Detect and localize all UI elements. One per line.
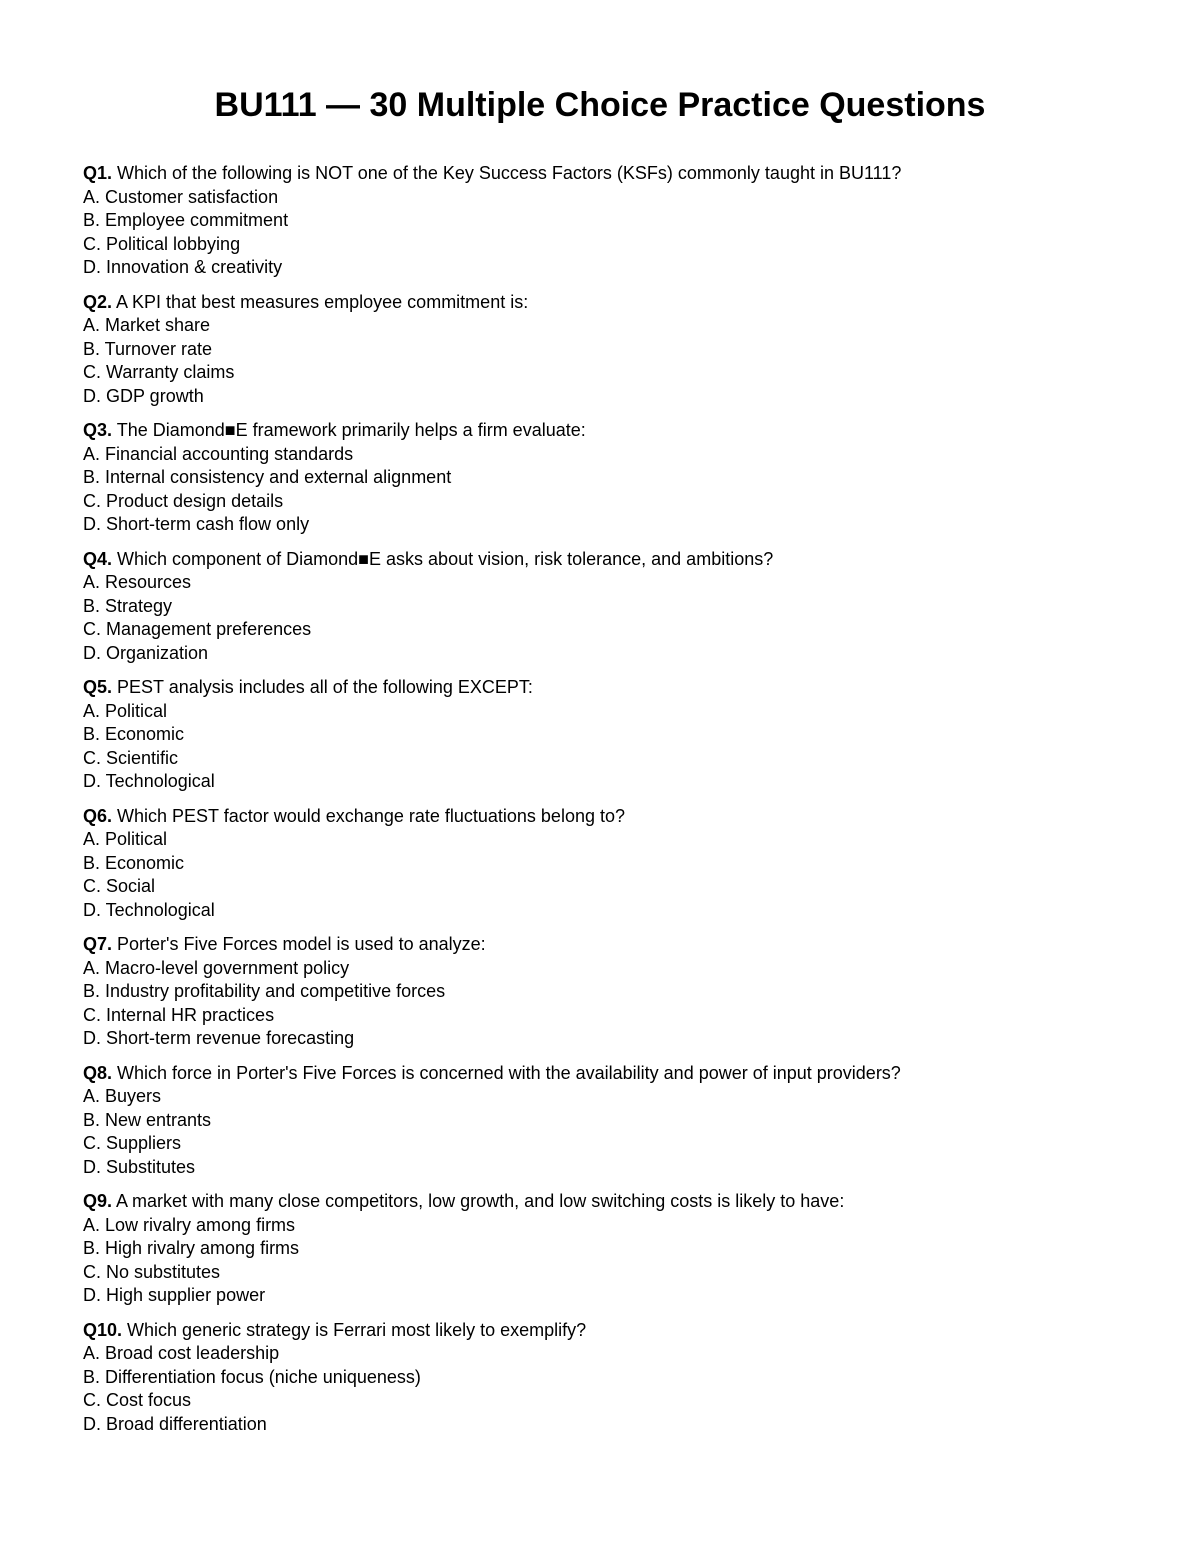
answer-option: D. GDP growth xyxy=(83,385,204,406)
answer-option: D. Technological xyxy=(83,771,215,791)
answer-option: A. Macro-level government policy xyxy=(83,957,350,978)
question-number: Q2. xyxy=(83,291,113,312)
question-number: Q10. xyxy=(83,1319,123,1340)
answer-option: C. Suppliers xyxy=(83,1133,182,1153)
question-stem xyxy=(83,1062,1143,1086)
answer-option: D. Organization xyxy=(83,642,209,663)
answer-option: B. Strategy xyxy=(83,595,173,616)
answer-option: D. Short-term revenue forecasting xyxy=(83,1028,355,1048)
question-block xyxy=(83,291,1143,409)
question-list xyxy=(83,162,1143,1447)
answer-option: D. High supplier power xyxy=(83,1285,266,1305)
answer-option: C. Product design details xyxy=(83,490,284,511)
question-text: A market with many close competitors, low growth, and low switching costs is likely to have: xyxy=(116,1191,845,1211)
answer-option: B. Economic xyxy=(83,724,185,744)
page-title: BU111 — 30 Multiple Choice Practice Questions xyxy=(214,86,986,124)
question-text: PEST analysis includes all of the following EXCEPT: xyxy=(117,677,533,697)
answer-option: C. Warranty claims xyxy=(83,362,235,382)
question-block xyxy=(83,805,1143,923)
answer-option: D. Substitutes xyxy=(83,1156,196,1177)
question-number: Q9. xyxy=(83,1191,113,1211)
question-block xyxy=(83,162,1143,280)
question-text: Which generic strategy is Ferrari most likely to exemplify? xyxy=(127,1319,587,1340)
answer-option: B. Turnover rate xyxy=(83,338,213,359)
answer-option: C. Cost focus xyxy=(83,1390,192,1410)
answer-option: D. Technological xyxy=(83,899,215,920)
question-stem xyxy=(83,805,1143,829)
question-block xyxy=(83,1319,1143,1437)
answer-option: D. Innovation & creativity xyxy=(83,257,283,277)
question-text: Porter's Five Forces model is used to analyze: xyxy=(117,934,486,954)
question-text: Which component of Diamond■E asks about vision, risk tolerance, and ambitions? xyxy=(117,548,774,569)
answer-option: C. Social xyxy=(83,876,156,896)
question-stem xyxy=(83,1319,1143,1343)
answer-option: B. Economic xyxy=(83,852,185,873)
question-text: The Diamond■E framework primarily helps a firm evaluate: xyxy=(116,420,586,440)
answer-option: A. Low rivalry among firms xyxy=(83,1214,296,1235)
question-number: Q3. xyxy=(83,420,113,440)
answer-option: B. New entrants xyxy=(83,1109,212,1130)
question-number: Q7. xyxy=(83,934,113,954)
question-stem xyxy=(83,291,1143,315)
answer-option: A. Resources xyxy=(83,572,192,592)
answer-option: C. Political lobbying xyxy=(83,233,241,254)
question-number: Q8. xyxy=(83,1062,113,1083)
answer-option: A. Financial accounting standards xyxy=(83,443,354,464)
question-block xyxy=(83,419,1143,537)
answer-option: B. Internal consistency and external alignment xyxy=(83,467,452,487)
question-block xyxy=(83,1062,1143,1180)
question-block xyxy=(83,1190,1143,1308)
answer-option: A. Market share xyxy=(83,315,211,335)
answer-option: A. Political xyxy=(83,829,168,849)
question-block xyxy=(83,933,1143,1051)
question-stem xyxy=(83,419,1143,443)
answer-option: B. Differentiation focus (niche uniqueness) xyxy=(83,1366,421,1387)
answer-option: B. High rivalry among firms xyxy=(83,1238,300,1258)
answer-option: B. Industry profitability and competitive forces xyxy=(83,981,446,1001)
question-text: Which force in Porter's Five Forces is concerned with the availability and power of input providers? xyxy=(117,1062,901,1083)
question-number: Q1. xyxy=(83,163,113,183)
question-text: Which of the following is NOT one of the Key Success Factors (KSFs) commonly taught in BU111? xyxy=(117,163,902,183)
answer-option: C. No substitutes xyxy=(83,1261,221,1282)
question-stem xyxy=(83,1190,1143,1214)
answer-option: A. Customer satisfaction xyxy=(83,186,279,207)
question-number: Q5. xyxy=(83,677,113,697)
question-block xyxy=(83,676,1143,794)
question-stem xyxy=(83,933,1143,957)
answer-option: D. Short-term cash flow only xyxy=(83,514,310,534)
answer-option: B. Employee commitment xyxy=(83,210,289,230)
question-number: Q4. xyxy=(83,548,113,569)
answer-option: C. Management preferences xyxy=(83,619,312,639)
answer-option: A. Buyers xyxy=(83,1086,162,1106)
question-stem xyxy=(83,548,1143,572)
question-stem xyxy=(83,162,1143,186)
question-block xyxy=(83,548,1143,666)
answer-option: A. Broad cost leadership xyxy=(83,1343,280,1363)
question-text: Which PEST factor would exchange rate fluctuations belong to? xyxy=(117,805,625,826)
question-number: Q6. xyxy=(83,805,113,826)
answer-option: D. Broad differentiation xyxy=(83,1413,267,1434)
answer-option: C. Internal HR practices xyxy=(83,1004,275,1025)
answer-option: C. Scientific xyxy=(83,747,179,768)
question-text: A KPI that best measures employee commitment is: xyxy=(116,291,529,312)
question-stem xyxy=(83,676,1143,700)
answer-option: A. Political xyxy=(83,700,168,721)
